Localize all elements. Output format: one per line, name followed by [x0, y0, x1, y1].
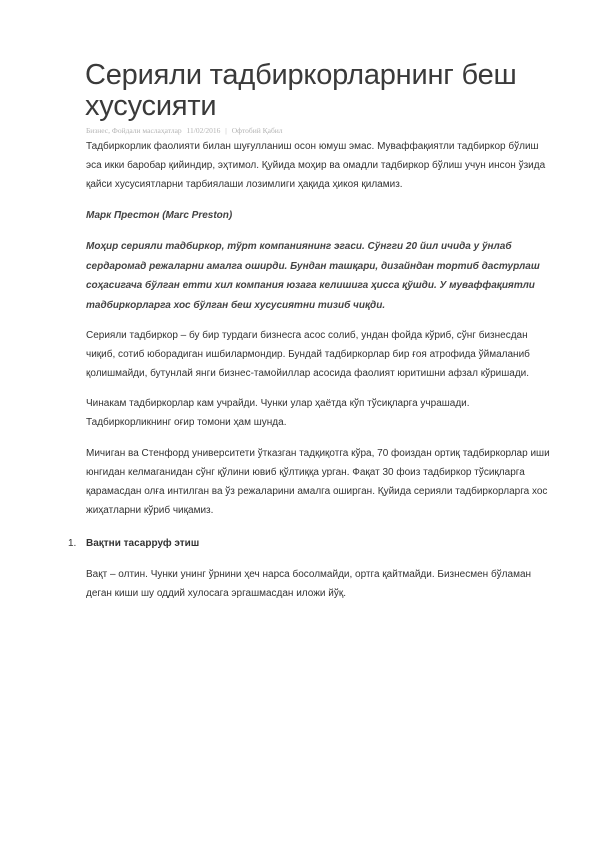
list-item-body: Вақт – олтин. Чунки унинг ўрнини ҳеч нарса босолмайди, ортга қайтмайди. Бизнесмен бўламан деган киши шу оддий хулосага эргашмасдан иложи йўқ. [86, 569, 532, 599]
list-item-number: 1. [68, 538, 77, 549]
lead-paragraph: Моҳир серияли тадбиркор, тўрт компаниянинг эгаси. Сўнгги 20 йил ичида у ўнлаб сердаромад режаларни амалга оширди. Бундан ташқари, дизайндан тортиб дастурлаш соҳасигача бўлган етти хил компания юзага келишига ҳисса қўшди. У муваффақиятли тадбиркорларга хос бўлган беш хусусиятни тизиб чиқди. [86, 241, 540, 311]
meta-category-link[interactable]: Бизнес, Фойдали маслаҳатлар [86, 126, 182, 135]
list-item-heading: Вақтни тасарруф этиш [86, 538, 200, 549]
meta-date: 11/02/2016 [186, 126, 221, 135]
article-title: Серияли тадбиркорларнинг беш хусусияти [85, 59, 517, 122]
author-byline: Марк Престон (Marc Preston) [86, 210, 233, 221]
body-paragraph: Серияли тадбиркор – бу бир турдаги бизнесга асос солиб, ундан фойда кўриб, сўнг бизнесдан чиқиб, сотиб юборадиган ишбилармондир. Бундай тадбиркорлар бир ғоя атрофида ўймаланиб қолишмайди, бутунлай янги бизнес-тамойиллар асосида фаолият юритишни афзал кўришади. [86, 330, 530, 379]
meta-author-link[interactable]: Офтобий Қабил [231, 126, 283, 135]
meta-separator: | [225, 126, 227, 135]
body-paragraph: Чинакам тадбиркорлар кам учрайди. Чунки улар ҳаётда кўп тўсиқларга учрашади. Тадбиркорликнинг оғир томони ҳам шунда. [86, 398, 470, 428]
article-meta [86, 126, 286, 136]
intro-paragraph: Тадбиркорлик фаолияти билан шуғулланиш осон юмуш эмас. Муваффақиятли тадбиркор бўлиш эса икки баробар қийиндир, эҳтимол. Қуйида моҳир ва омадли тадбиркор бўлиш учун инсон ўзида қайси хусусиятларни тарбиялаши лозимлиги ҳақида ҳикоя қиламиз. [86, 141, 546, 190]
body-paragraph: Мичиган ва Стенфорд университети ўтказган тадқиқотга кўра, 70 фоиздан ортиқ тадбиркорлар иши юнгидан келмаганидан сўнг қўлини ювиб қўлтиққа урган. Фақат 30 фоиз тадбиркор тўсиқларга қарамасдан олға интилган ва ўз режаларини амалга оширган. Қуйида серияли тадбиркорларга хос жиҳатларни кўриб чиқамиз. [86, 448, 550, 516]
